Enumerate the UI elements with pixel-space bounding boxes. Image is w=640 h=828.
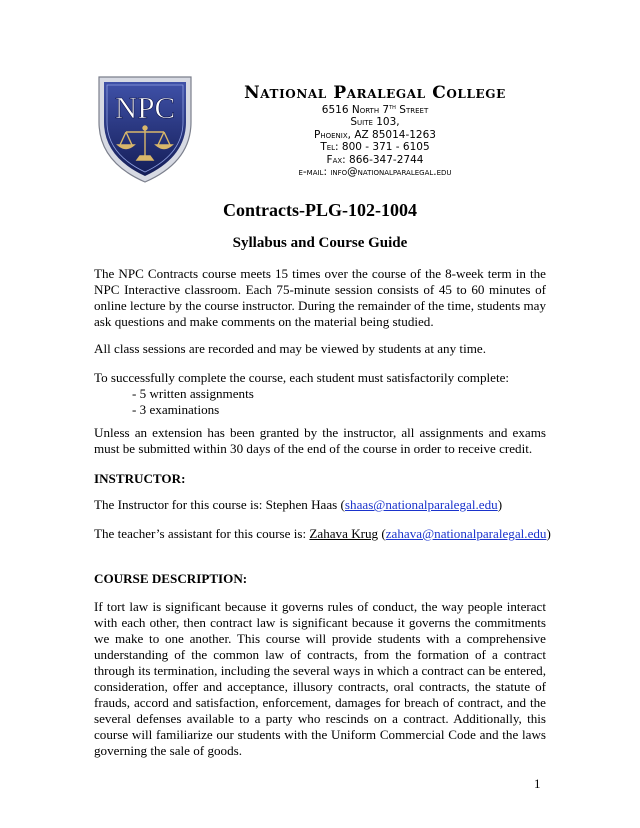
document-subtitle: Syllabus and Course Guide — [232, 235, 408, 251]
phone: Tel: 800 - 371 - 6105 — [320, 141, 430, 154]
letterhead — [210, 82, 540, 178]
course-description-paragraph: If tort law is significant because it governs rules of conduct, the way people interact with each other, then contract law is significant because it governs the commitments we make to one another. This course will provide students with a comprehensive understanding of the common law of contracts, from the formation of a contract through its termination, including the several ways in which a contract can be entered, consideration, offer and acceptance, illusory contracts, oral contracts, the statute of frauds, accord and satisfaction, enforcement, damages for breach of contract, and the several defenses available to a party who rescinds on a contract. Additionally, this course will familiarize our students with the Uniform Commercial Code and the laws governing the sale of goods. — [94, 599, 546, 758]
extension-paragraph: Unless an extension has been granted by the instructor, all assignments and exams must be submitted within 30 days of the end of the course in order to receive credit. — [94, 425, 546, 456]
page-number: 1 — [534, 776, 541, 791]
instructor-email-link[interactable]: shaas@nationalparalegal.edu — [344, 497, 498, 512]
fax: Fax: 866-347-2744 — [326, 153, 424, 166]
intro-paragraph: The NPC Contracts course meets 15 times over the course of the 8-week term in the NPC Interactive classroom. Each 75-minute session consists of 45 to 60 minutes of online lecture by the course instructor. During the remainder of the time, students may ask questions and make comments on the material being studied. — [94, 266, 546, 329]
course-description-heading: COURSE DESCRIPTION: — [94, 571, 248, 586]
address-suite: Suite 103, — [350, 116, 400, 129]
requirement-item: - 5 written assignments — [132, 386, 254, 401]
recording-note: All class sessions are recorded and may be viewed by students at any time. — [94, 341, 486, 356]
address-city: Phoenix, AZ 85014-1263 — [314, 128, 436, 141]
npc-shield-logo — [96, 72, 194, 184]
email: e-mail: info@nationalparalegal.edu — [298, 166, 452, 179]
requirement-item: - 3 examinations — [132, 402, 220, 417]
assistant-name: Zahava Krug — [309, 526, 379, 541]
instructor-heading: INSTRUCTOR: — [94, 471, 186, 486]
requirements-intro: To successfully complete the course, each student must satisfactorily complete: — [94, 370, 510, 385]
instructor-line: The Instructor for this course is: Stephen Haas (shaas@nationalparalegal.edu) — [94, 497, 503, 512]
assistant-email-link[interactable]: zahava@nationalparalegal.edu — [385, 526, 547, 541]
college-name: National Paralegal College — [244, 83, 506, 103]
requirements-block — [94, 370, 546, 418]
address-street: 6516 North 7th Street — [321, 103, 429, 116]
logo-lettering: NPC — [114, 90, 176, 125]
assistant-line: The teacher’s assistant for this course is: Zahava Krug (zahava@nationalparalegal.edu) — [94, 526, 551, 541]
course-title: Contracts-PLG-102-1004 — [223, 200, 417, 220]
